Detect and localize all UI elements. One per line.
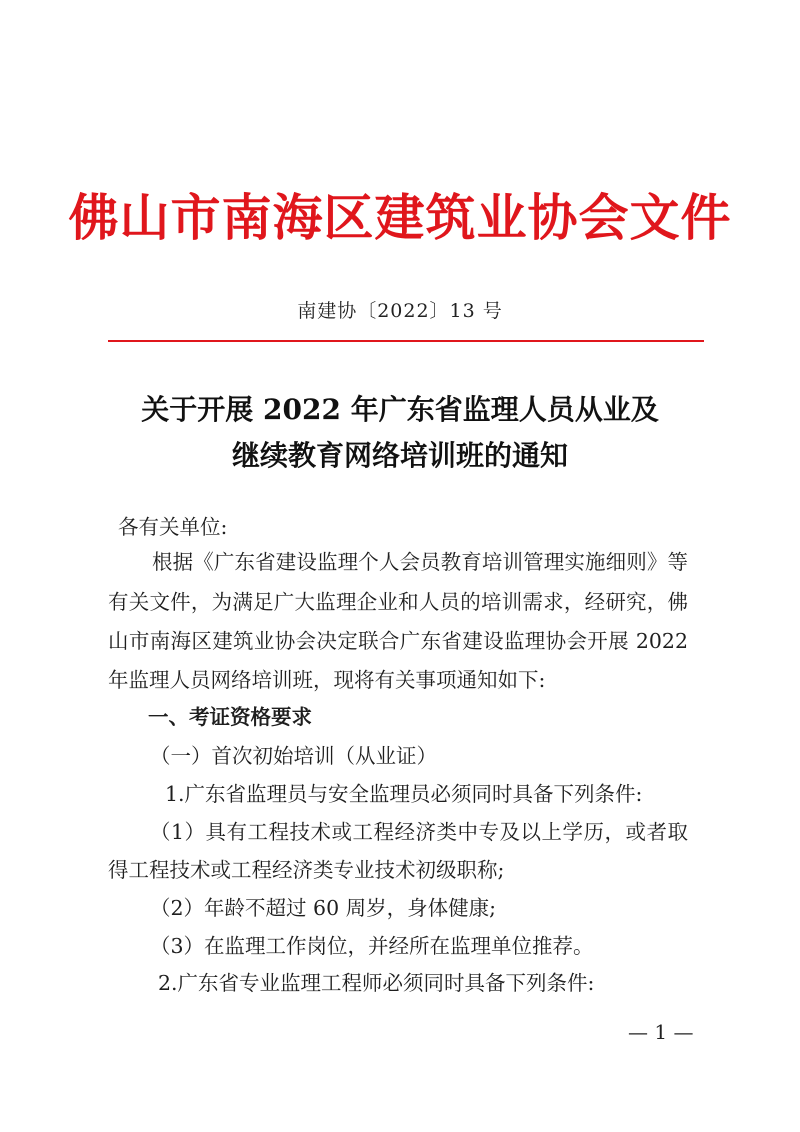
item-heading: 2.广东省专业监理工程师必须同时具备下列条件: [158,971,595,995]
item-heading: 1.广东省监理员与安全监理员必须同时具备下列条件: [165,782,643,806]
document-number: 南建协〔2022〕13 号 [297,300,503,322]
salutation: 各有关单位: [118,515,228,539]
condition-line: （1）具有工程技术或工程经济类中专及以上学历，或者取 [150,820,688,844]
intro-line: 有关文件，为满足广大监理企业和人员的培训需求，经研究，佛 [108,590,688,614]
notice-title-line-1: 关于开展 2022 年广东省监理人员从业及 [141,393,659,426]
condition-line: 得工程技术或工程经济类专业技术初级职称; [108,858,505,882]
org-title: 佛山市南海区建筑业协会文件 [68,189,732,247]
subsection-heading: （一）首次初始培训（从业证） [150,744,437,768]
intro-line: 根据《广东省建设监理个人会员教育培训管理实施细则》等 [152,550,688,574]
page-number: — 1 — [628,1020,694,1044]
condition-line: （2）年龄不超过 60 周岁，身体健康; [150,896,497,920]
notice-title-line-2: 继续教育网络培训班的通知 [231,439,568,472]
intro-line: 山市南海区建筑业协会决定联合广东省建设监理协会开展 2022 [108,629,688,653]
red-divider [108,340,704,342]
intro-line: 年监理人员网络培训班，现将有关事项通知如下: [108,668,546,692]
condition-line: （3）在监理工作岗位，并经所在监理单位推荐。 [150,934,594,958]
section-heading: 一、考证资格要求 [148,705,312,729]
